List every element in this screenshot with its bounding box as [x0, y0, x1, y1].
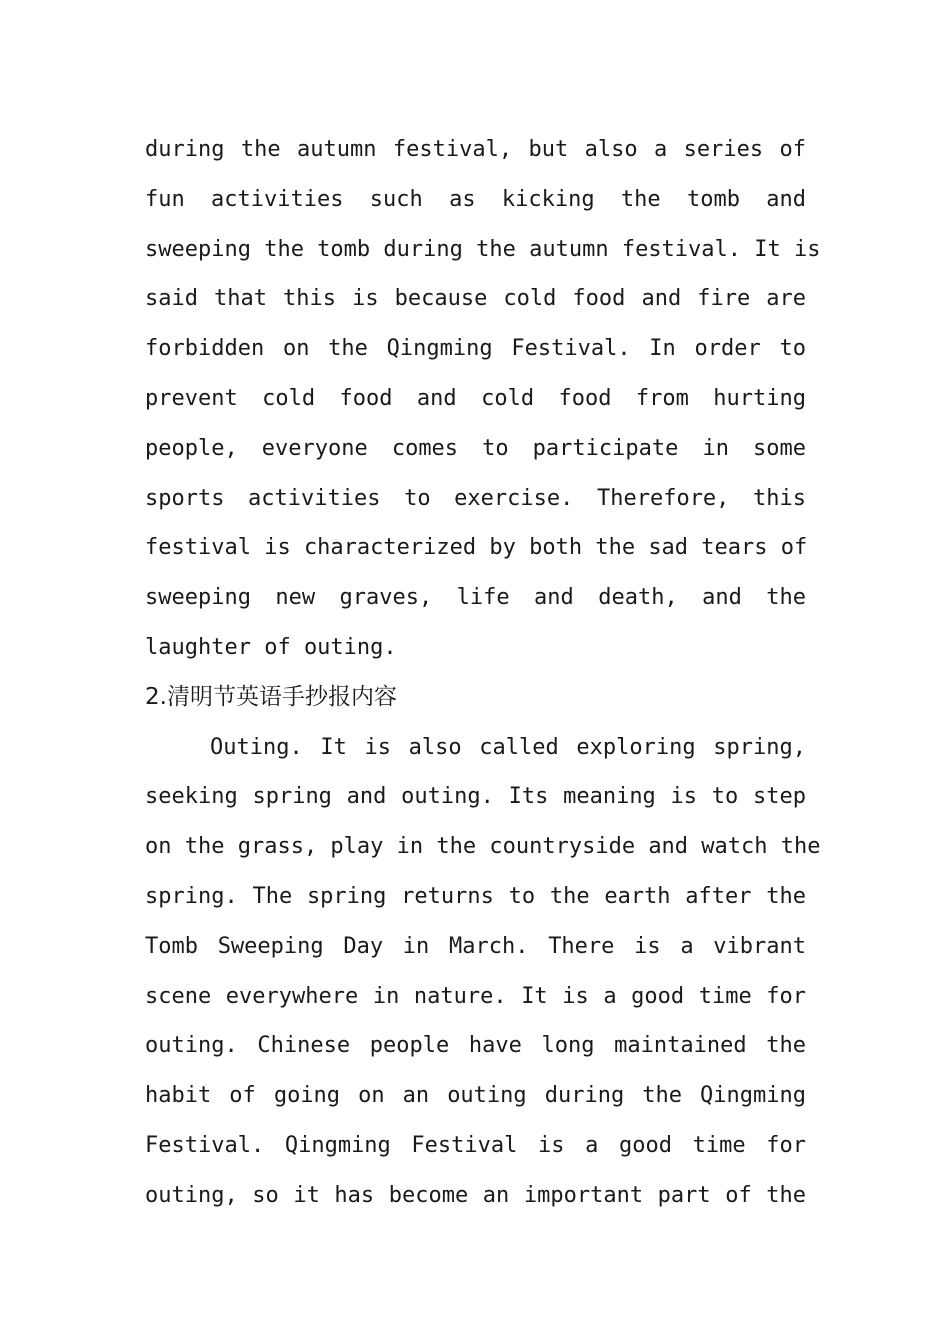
- paragraph-2-line: habit of going on an outing during the Qingming: [145, 1083, 806, 1109]
- document-body: [145, 125, 821, 1221]
- paragraph-2-line: on the grass, play in the countryside and watch the: [145, 834, 821, 860]
- paragraph-2-line: scene everywhere in nature. It is a good time for: [145, 983, 806, 1009]
- paragraph-2-line: Outing. It is also called exploring spring,: [210, 734, 806, 760]
- paragraph-2-line: spring. The spring returns to the earth after the: [145, 883, 806, 909]
- paragraph-1-line: forbidden on the Qingming Festival. In order to: [145, 336, 806, 362]
- paragraph-1-line: sweeping new graves, life and death, and the: [145, 585, 806, 611]
- section-heading: 2.清明节英语手抄报内容: [145, 683, 397, 710]
- paragraph-1-line: during the autumn festival, but also a series of: [145, 137, 806, 162]
- paragraph-2-line: seeking spring and outing. Its meaning is to step: [145, 784, 806, 810]
- paragraph-1: [145, 125, 821, 673]
- paragraph-1-line: festival is characterized by both the sad tears of: [145, 535, 808, 561]
- paragraph-1-line: laughter of outing.: [145, 634, 397, 660]
- paragraph-2-line: Festival. Qingming Festival is a good time for: [145, 1132, 806, 1158]
- paragraph-2-line: Tomb Sweeping Day in March. There is a vibrant: [145, 933, 806, 959]
- paragraph-2-line: outing, so it has become an important part of the: [145, 1182, 806, 1208]
- paragraph-1-line: fun activities such as kicking the tomb and: [145, 186, 806, 212]
- paragraph-1-line: people, everyone comes to participate in some: [145, 435, 806, 461]
- paragraph-1-line: said that this is because cold food and fire are: [145, 286, 806, 312]
- paragraph-2: [145, 723, 821, 1221]
- paragraph-2-line: outing. Chinese people have long maintained the: [145, 1033, 806, 1059]
- paragraph-1-line: sweeping the tomb during the autumn festival. It is: [145, 236, 821, 262]
- paragraph-1-line: sports activities to exercise. Therefore, this: [145, 485, 806, 511]
- paragraph-1-line: prevent cold food and cold food from hurting: [145, 385, 806, 411]
